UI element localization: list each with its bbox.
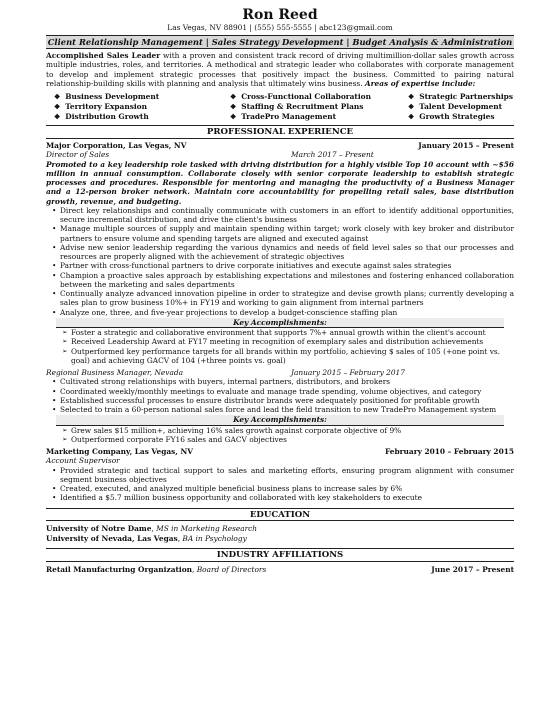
education-item: University of Notre Dame, MS in Marketing Research bbox=[46, 524, 258, 534]
list-item: • Analyze one, three, and five-year projections to develop a budget-conscience staffing plan bbox=[52, 308, 514, 317]
skill-item: ❖ Cross-Functional Collaboration bbox=[230, 92, 408, 102]
job1-header bbox=[46, 141, 514, 150]
education-item: University of Nevada, Las Vegas, BA in Psychology bbox=[46, 533, 247, 543]
areas-label: Areas of expertise include: bbox=[364, 78, 476, 88]
list-item: • Cultivated strong relationships with buyers, internal partners, distributors, and brokers bbox=[52, 377, 514, 386]
summary-text: with a proven and consistent track record of driving multimillion-dollar sales growth across multiple industries, roles, and territories. A methodical and strategic leader who collaborates with corporate management to develop and implement strategic processes that positively impact the business. Committed to pairing natural relationship-building skills with planning and analysis that ultimately wins business. bbox=[46, 51, 514, 88]
affiliation-dates: June 2017 – Present bbox=[431, 564, 514, 574]
job1-accomplishments bbox=[62, 328, 514, 365]
list-item: • Continually analyze advanced innovation pipeline in order to strategize and devise growth plans; currently developing a sales plan to grow business 10%+ in FY19 and working to gain alignment from internal partners bbox=[52, 289, 514, 308]
affiliations-heading: INDUSTRY AFFILIATIONS bbox=[46, 548, 514, 562]
school-name: University of Notre Dame bbox=[46, 524, 152, 534]
skill-item: ❖ Business Development bbox=[54, 92, 230, 102]
education-heading: EDUCATION bbox=[46, 508, 514, 522]
list-item: • Established successful processes to ensure distributor brands were adequately positioned for profitable growth bbox=[52, 396, 514, 405]
headline-band: Client Relationship Management | Sales Strategy Development | Budget Analysis & Administration bbox=[46, 35, 514, 50]
list-item: ➢ Received Leadership Award at FY17 meeting in recognition of exemplary sales and distribution achievements bbox=[62, 337, 514, 346]
summary-paragraph bbox=[46, 51, 514, 88]
list-item: • Direct key relationships and continually communicate with customers in an effort to identify additional opportunities, secure incremental distribution, and drive the client's business bbox=[52, 206, 514, 225]
job1b-dates: January 2015 – February 2017 bbox=[291, 368, 405, 378]
list-item: ➢ Outperformed corporate FY16 sales and GACV objectives bbox=[62, 435, 514, 444]
list-item: ➢ Grew sales $15 million+, achieving 16% sales growth against corporate objective of 9% bbox=[62, 426, 514, 435]
experience-heading: PROFESSIONAL EXPERIENCE bbox=[46, 125, 514, 139]
summary-lead: Accomplished Sales Leader bbox=[46, 51, 161, 61]
affiliation-row: Retail Manufacturing Organization, Board of Directors June 2017 – Present bbox=[46, 564, 514, 574]
list-item: • Coordinated weekly/monthly meetings to evaluate and manage trade spending, volume objectives, and category bbox=[52, 387, 514, 396]
job2-bullets bbox=[52, 466, 514, 503]
job1b-ka-heading: Key Accomplishments: bbox=[56, 415, 504, 425]
school-name: University of Nevada, Las Vegas bbox=[46, 533, 178, 543]
degree-name: MS in Marketing Research bbox=[156, 524, 258, 534]
job1-company: Major Corporation, Las Vegas, NV bbox=[46, 141, 187, 151]
affiliation-role: Board of Directors bbox=[196, 564, 267, 574]
list-item: • Partner with cross-functional partners to drive corporate initiatives and execute against sales strategies bbox=[52, 261, 514, 270]
job1-bullets bbox=[52, 206, 514, 317]
list-item: ➢ Outperformed key performance targets for all brands within my portfolio, achieving $ sales of 105 (+one point vs. goal) and achieving GACV of 104 (+three points vs. goal) bbox=[62, 347, 514, 366]
job1-title-row bbox=[46, 150, 514, 159]
job1-ka-heading: Key Accomplishments: bbox=[56, 318, 504, 328]
skill-item: ❖ Talent Development bbox=[408, 102, 514, 112]
skills-grid bbox=[54, 92, 514, 121]
list-item: • Selected to train a 60-person national sales force and lead the field transition to new TradePro Management system bbox=[52, 405, 514, 414]
list-item: • Manage multiple sources of supply and maintain spending within target; work closely with key broker and distributor partners to ensure volume and spending targets are aligned and executed against bbox=[52, 224, 514, 243]
affiliation-org: Retail Manufacturing Organization bbox=[46, 564, 193, 574]
contact-line: Las Vegas, NV 88901 | (555) 555-5555 | abc123@gmail.com bbox=[167, 23, 393, 33]
job1-title-dates: March 2017 – Present bbox=[291, 150, 374, 160]
job2-title: Account Supervisor bbox=[46, 456, 120, 466]
job1b-bullets bbox=[52, 377, 514, 414]
skill-item: ❖ Distribution Growth bbox=[54, 112, 230, 122]
job1b-accomplishments bbox=[62, 426, 514, 445]
skill-item: ❖ Staffing & Recruitment Plans bbox=[230, 102, 408, 112]
skill-item: ❖ Growth Strategies bbox=[408, 112, 514, 122]
candidate-name: Ron Reed bbox=[242, 7, 318, 23]
job1b-title-row bbox=[46, 368, 514, 377]
skill-item: ❖ Strategic Partnerships bbox=[408, 92, 514, 102]
degree-name: BA in Psychology bbox=[182, 533, 247, 543]
skill-item: ❖ Territory Expansion bbox=[54, 102, 230, 112]
list-item: • Provided strategic and tactical support to sales and marketing efforts, ensuring program alignment with consumer segment business objectives bbox=[52, 466, 514, 485]
job2-dates: February 2010 – February 2015 bbox=[384, 447, 514, 457]
job1-dates: January 2015 – Present bbox=[418, 141, 514, 151]
job2-header bbox=[46, 447, 514, 456]
list-item: • Champion a proactive sales approach by establishing expectations and milestones and fostering enhanced collaboration between the marketing and sales departments bbox=[52, 271, 514, 290]
job2-company: Marketing Company, Las Vegas, NV bbox=[46, 447, 193, 457]
list-item: • Identified a $5.7 million business opportunity and collaborated with key stakeholders to execute bbox=[52, 493, 514, 502]
list-item: • Created, executed, and analyzed multiple beneficial business plans to increase sales by 6% bbox=[52, 484, 514, 493]
job1-title: Director of Sales bbox=[46, 150, 110, 160]
job1b-title: Regional Business Manager, Nevada bbox=[46, 368, 183, 378]
skill-item: ❖ TradePro Management bbox=[230, 112, 408, 122]
list-item: ➢ Foster a strategic and collaborative environment that supports 7%+ annual growth within the client's account bbox=[62, 328, 514, 337]
list-item: • Advise new senior leadership regarding the various dynamics and needs of field level sales so that our processes and resources are properly aligned with the achievement of strategic objectives bbox=[52, 243, 514, 262]
job1-intro: Promoted to a key leadership role tasked with driving distribution for a highly visible Top 10 account with ~$56 million in annual consumption. Collaborate closely with senior corporate leadership to establish strategic processes and procedures. Responsible for mentoring and managing the productivity of a Business Manager and a 12-person broker network. Maintain core accountability for propelling retail sales, base distribution growth, revenue, and budgeting. bbox=[46, 159, 514, 206]
